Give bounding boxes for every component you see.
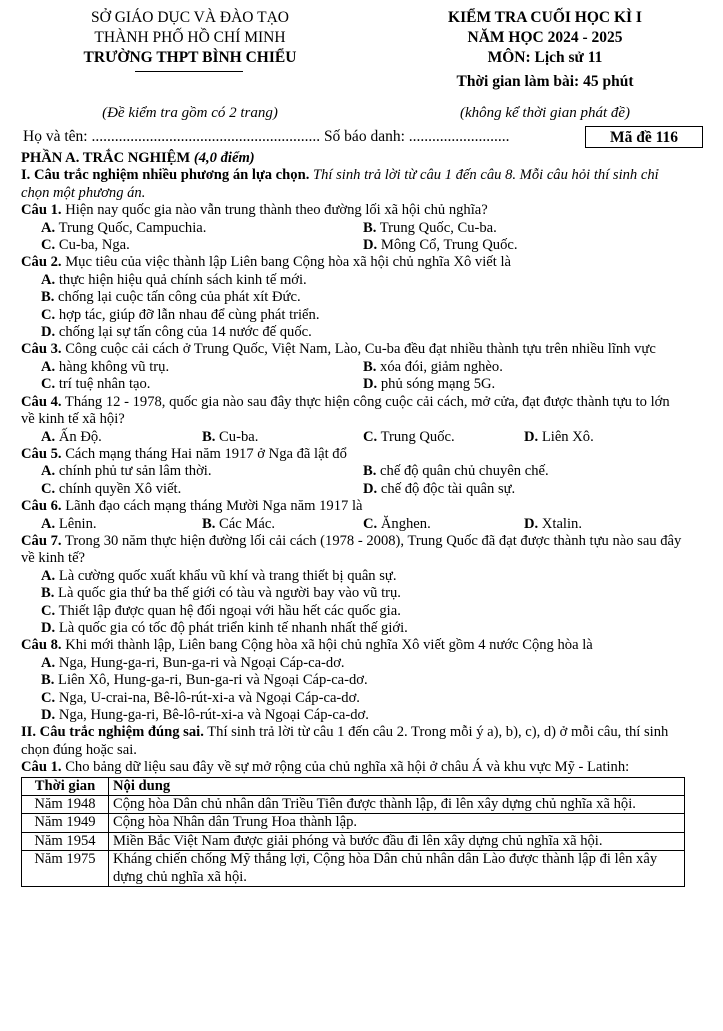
option-letter: B.: [41, 289, 55, 306]
answer-option: [41, 655, 685, 672]
time-note: (không kể thời gian phát đề): [459, 105, 631, 121]
option-text: Ănghen.: [380, 515, 431, 532]
student-info-row: [23, 126, 703, 148]
table-row: [22, 832, 685, 850]
answer-option: [202, 516, 363, 533]
option-letter: C.: [41, 480, 56, 497]
option-text: Nga, Hung-ga-ri, Bê-lô-rút-xi-a và Ngoại Cáp-ca-dơ.: [58, 707, 369, 723]
question-item: [21, 533, 685, 637]
section-1-heading: I. Câu trắc nghiệm nhiều phương án lựa chọn.: [21, 167, 310, 184]
option-text: thực hiện hiệu quả chính sách kinh tế mới.: [58, 271, 307, 288]
exam-title: KIỂM TRA CUỐI HỌC KÌ I: [448, 9, 642, 26]
question-stem: [21, 394, 685, 429]
answer-options: [41, 359, 685, 394]
option-letter: C.: [41, 306, 56, 323]
option-text: chính quyền Xô viết.: [58, 480, 182, 497]
answer-option: [41, 289, 685, 306]
question-text: Cách mạng tháng Hai năm 1917 ở Nga đã lật đổ: [61, 445, 347, 462]
option-letter: A.: [41, 358, 56, 375]
option-text: hàng không vũ trụ.: [58, 358, 170, 375]
option-text: Ấn Độ.: [58, 428, 102, 445]
question-stem: [21, 498, 685, 515]
option-text: Mông Cổ, Trung Quốc.: [380, 237, 518, 254]
option-letter: B.: [202, 515, 216, 532]
question-text: Khi mới thành lập, Liên bang Cộng hòa xã hội chủ nghĩa Xô viết gồm 4 nước Cộng hòa là: [61, 637, 593, 654]
option-text: Lênin.: [58, 515, 97, 532]
option-letter: C.: [363, 428, 378, 445]
option-text: Trung Quốc, Campuchia.: [58, 219, 207, 236]
exam-body: [21, 150, 685, 887]
question-item: [21, 498, 685, 533]
answer-options: [41, 568, 685, 638]
answer-option: [41, 376, 363, 393]
option-text: Cu-ba.: [219, 428, 259, 445]
department-name: SỞ GIÁO DỤC VÀ ĐÀO TẠO: [91, 9, 289, 26]
question-stem: [21, 637, 685, 654]
option-text: Các Mác.: [219, 515, 275, 532]
answer-option: [41, 568, 685, 585]
answer-options: [41, 272, 685, 342]
answer-option: [41, 620, 685, 637]
option-letter: D.: [363, 480, 378, 497]
option-text: chống lại sự tấn công của 14 nước đế quốc.: [58, 324, 312, 341]
option-text: hợp tác, giúp đỡ lẫn nhau để cùng phát triển.: [58, 306, 320, 323]
option-text: Cu-ba, Nga.: [58, 237, 130, 254]
option-letter: B.: [202, 428, 216, 445]
question-label: Câu 3.: [21, 341, 62, 358]
answer-option: [363, 359, 685, 376]
option-letter: D.: [41, 619, 56, 636]
answer-option: [41, 220, 363, 237]
section-2-heading: II. Câu trắc nghiệm đúng sai.: [21, 724, 204, 741]
option-letter: C.: [41, 376, 56, 393]
table-row: [22, 851, 685, 887]
question-stem: [21, 202, 685, 219]
school-year: NĂM HỌC 2024 - 2025: [467, 29, 623, 46]
option-text: phủ sóng mạng 5G.: [380, 376, 496, 393]
option-letter: D.: [524, 515, 539, 532]
subject: MÔN: Lịch sử 11: [487, 49, 603, 66]
question-text: Mục tiêu của việc thành lập Liên bang Cộng hòa xã hội chủ nghĩa Xô viết là: [61, 254, 511, 271]
page-count-note: (Đề kiểm tra gồm có 2 trang): [102, 105, 278, 121]
question-text: Công cuộc cải cách ở Trung Quốc, Việt Nam, Lào, Cu-ba đều đạt nhiều thành tựu trên nhiều lĩnh vực: [61, 341, 656, 358]
section-2-instructions: [21, 724, 685, 759]
question-stem: [21, 254, 685, 271]
option-text: Nga, U-crai-na, Bê-lô-rút-xi-a và Ngoại Cáp-ca-dơ.: [58, 689, 360, 706]
option-letter: D.: [41, 324, 56, 341]
answer-option: [363, 376, 685, 393]
answer-options: [41, 429, 685, 446]
time-cell: Năm 1954: [22, 832, 109, 850]
answer-options: [41, 463, 685, 498]
question-label: Câu 4.: [21, 393, 62, 410]
option-text: Liên Xô.: [541, 428, 594, 445]
question-stem: [21, 341, 685, 358]
question-text: Cho bảng dữ liệu sau đây về sự mở rộng của chủ nghĩa xã hội ở châu Á và khu vực Mỹ - Latinh:: [61, 759, 630, 776]
option-letter: B.: [41, 672, 55, 689]
answer-option: [41, 324, 685, 341]
answer-option: [41, 672, 685, 689]
table-row: [22, 814, 685, 832]
answer-option: [41, 307, 685, 324]
question-text: Trong 30 năm thực hiện đường lối cải cách (1978 - 2008), Trung Quốc đã đạt được thành tựu nào sau đây về kinh tế?: [21, 532, 682, 567]
part-a-title: [21, 150, 685, 167]
option-text: Liên Xô, Hung-ga-ri, Bun-ga-ri và Ngoại Cáp-ca-dơ.: [58, 672, 368, 689]
answer-option: [363, 237, 685, 254]
content-cell: Kháng chiến chống Mỹ thắng lợi, Cộng hòa Dân chủ nhân dân Lào được thành lập đi lên xây dựng chủ nghĩa xã hội.: [109, 851, 685, 887]
option-text: Là quốc gia thứ ba thế giới có tàu và người bay vào vũ trụ.: [58, 585, 401, 602]
history-table: [21, 777, 685, 887]
option-letter: A.: [41, 428, 56, 445]
section-1-text: Thí sinh trả lời từ câu 1 đến câu 8. Mỗi câu hỏi thí sinh chỉ chọn một phương án.: [21, 167, 659, 201]
section-2-text: Thí sinh trả lời từ câu 1 đến câu 2. Trong mỗi ý a), b), c), d) ở mỗi câu, thí sinh chọn đúng hoặc sai.: [21, 724, 669, 758]
part-a-points: (4,0 điểm): [193, 150, 255, 166]
option-letter: C.: [363, 515, 378, 532]
option-letter: B.: [41, 585, 55, 602]
question-text: Hiện nay quốc gia nào vẫn trung thành theo đường lối xã hội chủ nghĩa?: [61, 202, 488, 219]
answer-options: [41, 516, 685, 533]
answer-option: [363, 463, 685, 480]
option-letter: B.: [363, 463, 377, 480]
question-item: [21, 202, 685, 254]
question-list: [21, 202, 685, 724]
table-header-row: [22, 777, 685, 795]
column-header-time: Thời gian: [22, 777, 109, 795]
answer-options: [41, 655, 685, 725]
section-1-instructions: [21, 167, 685, 202]
option-letter: A.: [41, 567, 56, 584]
answer-option: [363, 516, 524, 533]
option-letter: D.: [41, 707, 56, 723]
answer-option: [41, 585, 685, 602]
answer-option: [41, 237, 363, 254]
option-text: chế độ độc tài quân sự.: [380, 480, 516, 497]
question-item: [21, 637, 685, 724]
option-text: chống lại cuộc tấn công của phát xít Đức.: [58, 289, 301, 306]
time-cell: Năm 1975: [22, 851, 109, 887]
answer-option: [41, 690, 685, 707]
question-label: Câu 6.: [21, 498, 62, 515]
city-name: THÀNH PHỐ HỒ CHÍ MINH: [94, 29, 286, 46]
answer-option: [41, 463, 363, 480]
student-name-field: Họ và tên: ........................................................... Số báo danh: ..........................: [23, 128, 510, 145]
answer-option: [41, 429, 202, 446]
option-text: Là cường quốc xuất khẩu vũ khí và trang thiết bị quân sự.: [58, 567, 397, 584]
answer-options: [41, 220, 685, 255]
question-text: Lãnh đạo cách mạng tháng Mười Nga năm 1917 là: [61, 498, 363, 515]
answer-option: [41, 272, 685, 289]
answer-option: [524, 516, 685, 533]
question-label: Câu 5.: [21, 445, 62, 462]
duration: Thời gian làm bài: 45 phút: [456, 73, 634, 90]
question-stem: [21, 446, 685, 463]
answer-option: [41, 516, 202, 533]
school-name: TRƯỜNG THPT BÌNH CHIỂU: [83, 49, 297, 66]
answer-option: [41, 603, 685, 620]
option-letter: C.: [41, 237, 56, 254]
content-cell: Cộng hòa Dân chủ nhân dân Triều Tiên được thành lập, đi lên xây dựng chủ nghĩa xã hội.: [109, 796, 685, 814]
option-text: xóa đói, giảm nghèo.: [380, 358, 503, 375]
exam-code-box: Mã đề 116: [585, 126, 703, 148]
option-text: Nga, Hung-ga-ri, Bun-ga-ri và Ngoại Cáp-ca-dơ.: [58, 654, 345, 671]
option-letter: C.: [41, 602, 56, 619]
question-item: [21, 394, 685, 446]
section-2-question-1: [21, 759, 685, 776]
answer-option: [363, 481, 685, 498]
answer-option: [524, 429, 685, 446]
question-stem: [21, 533, 685, 568]
question-label: Câu 7.: [21, 532, 62, 549]
option-letter: A.: [41, 654, 56, 671]
header-divider: [135, 71, 243, 72]
time-cell: Năm 1948: [22, 796, 109, 814]
table-row: [22, 796, 685, 814]
option-letter: A.: [41, 219, 56, 236]
question-item: [21, 254, 685, 341]
time-cell: Năm 1949: [22, 814, 109, 832]
answer-option: [363, 429, 524, 446]
answer-option: [41, 707, 685, 724]
option-letter: A.: [41, 515, 56, 532]
content-cell: Cộng hòa Nhân dân Trung Hoa thành lập.: [109, 814, 685, 832]
option-letter: B.: [363, 358, 377, 375]
option-text: trí tuệ nhân tạo.: [58, 376, 151, 393]
option-text: Là quốc gia có tốc độ phát triển kinh tế nhanh nhất thế giới.: [58, 619, 408, 636]
answer-option: [41, 481, 363, 498]
option-text: chính phủ tư sản lâm thời.: [58, 463, 212, 480]
question-item: [21, 341, 685, 393]
option-text: Xtalin.: [541, 515, 582, 532]
answer-option: [363, 220, 685, 237]
option-letter: A.: [41, 271, 56, 288]
question-item: [21, 446, 685, 498]
option-letter: D.: [524, 428, 539, 445]
option-letter: A.: [41, 463, 56, 480]
content-cell: Miền Bắc Việt Nam được giải phóng và bước đầu đi lên xây dựng chủ nghĩa xã hội.: [109, 832, 685, 850]
option-letter: C.: [41, 689, 56, 706]
part-a-heading: PHẦN A. TRẮC NGHIỆM: [21, 150, 191, 166]
option-text: chế độ quân chủ chuyên chế.: [380, 463, 549, 480]
option-text: Trung Quốc, Cu-ba.: [379, 219, 497, 236]
question-text: Tháng 12 - 1978, quốc gia nào sau đây thực hiện công cuộc cải cách, mở cửa, đạt được thành tựu to lớn về kinh tế xã hội?: [21, 393, 670, 428]
question-label: Câu 1.: [21, 202, 62, 219]
question-label: Câu 2.: [21, 254, 62, 271]
answer-option: [41, 359, 363, 376]
option-letter: B.: [363, 219, 377, 236]
option-letter: D.: [363, 376, 378, 393]
question-label: Câu 1.: [21, 759, 62, 776]
option-text: Trung Quốc.: [380, 428, 455, 445]
option-text: Thiết lập được quan hệ đối ngoại với hầu hết các quốc gia.: [58, 602, 401, 619]
answer-option: [202, 429, 363, 446]
option-letter: D.: [363, 237, 378, 254]
question-label: Câu 8.: [21, 637, 62, 654]
column-header-content: Nội dung: [109, 777, 685, 795]
